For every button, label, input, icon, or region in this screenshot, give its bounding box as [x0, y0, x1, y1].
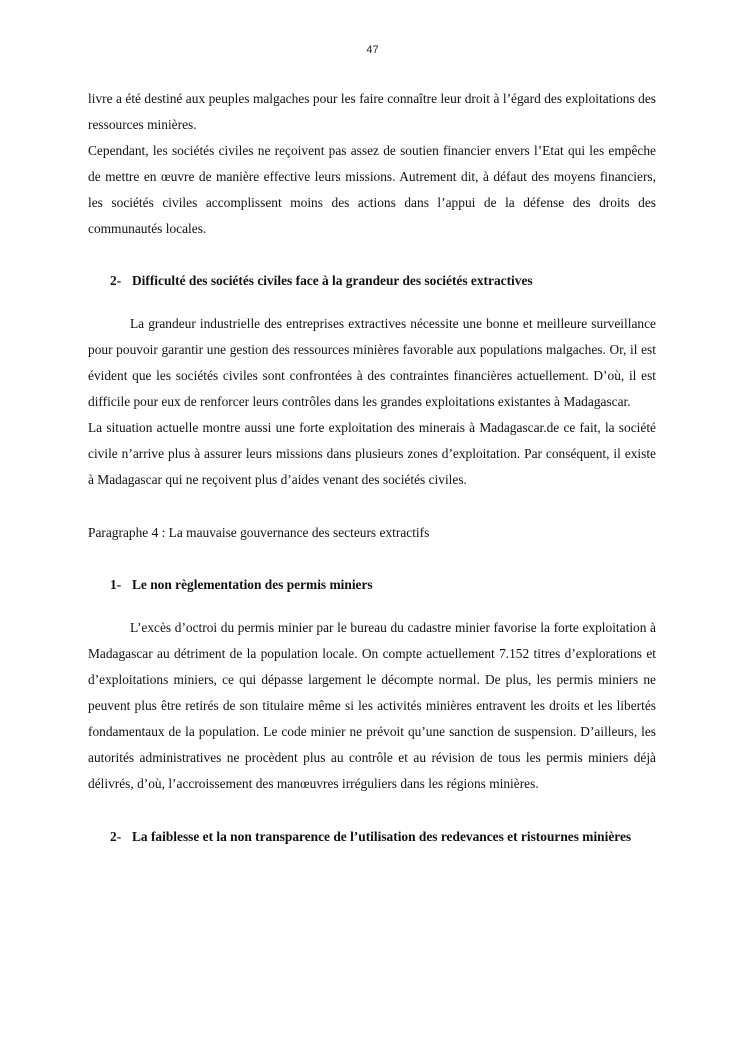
paragraph: Cependant, les sociétés civiles ne reçoivent pas assez de soutien financier envers l’Etat qui les empêche de mettre en œuvre de manière effective leurs missions. Autrement dit, à défaut des moyens financiers, les sociétés civiles accomplissent moins des actions dans l’appui de la défense des droits des communautés locales.: [88, 143, 656, 236]
section-title: Paragraphe 4 : La mauvaise gouvernance des secteurs extractifs: [88, 525, 430, 540]
heading-number: 2-: [110, 273, 122, 288]
subsection-heading: [88, 271, 656, 291]
heading-text: La faiblesse et la non transparence de l’utilisation des redevances et ristournes minières: [132, 829, 632, 844]
heading-text: Difficulté des sociétés civiles face à la grandeur des sociétés extractives: [132, 273, 533, 288]
page-body: [88, 86, 656, 847]
paragraph: La grandeur industrielle des entreprises extractives nécessite une bonne et meilleure surveillance pour pouvoir garantir une gestion des ressources minières favorable aux populations malgaches. Or, il est évident que les sociétés civiles sont confrontées à des contraintes financières actuellement. D’où, il est difficile pour eux de renforcer leurs contrôles dans les grandes exploitations existantes à Madagascar.: [88, 316, 656, 409]
paragraph: L’excès d’octroi du permis minier par le bureau du cadastre minier favorise la forte exploitation à Madagascar au détriment de la population locale. On compte actuellement 7.152 titres d’explorations et d’exploitations miniers, ce qui dépasse largement le décompte normal. De plus, les permis miniers ne peuvent plus être retirés de son titulaire même si les activités minières entravent les droits et les libertés fondamentaux de la population. Le code minier ne prévoit qu’une sanction de suspension. D’ailleurs, les autorités administratives ne procèdent plus au contrôle et au révision de tous les permis miniers déjà délivrés, d’où, l’accroissement des manœuvres irréguliers dans les régions minières.: [88, 620, 656, 791]
subsection-heading: [88, 575, 656, 595]
paragraph: livre a été destiné aux peuples malgaches pour les faire connaître leur droit à l’égard des exploitations des ressources minières.: [88, 91, 656, 132]
heading-number: 1-: [110, 577, 122, 592]
subsection-heading: [88, 827, 656, 847]
page-number: 47: [366, 44, 379, 56]
heading-number: 2-: [110, 829, 122, 844]
paragraph: La situation actuelle montre aussi une forte exploitation des minerais à Madagascar.de ce fait, la société civile n’arrive plus à assurer leurs missions dans plusieurs zones d’exploitation. Par conséquent, il existe à Madagascar qui ne reçoivent plus d’aides venant des sociétés civiles.: [88, 420, 656, 487]
heading-text: Le non règlementation des permis miniers: [132, 577, 373, 592]
